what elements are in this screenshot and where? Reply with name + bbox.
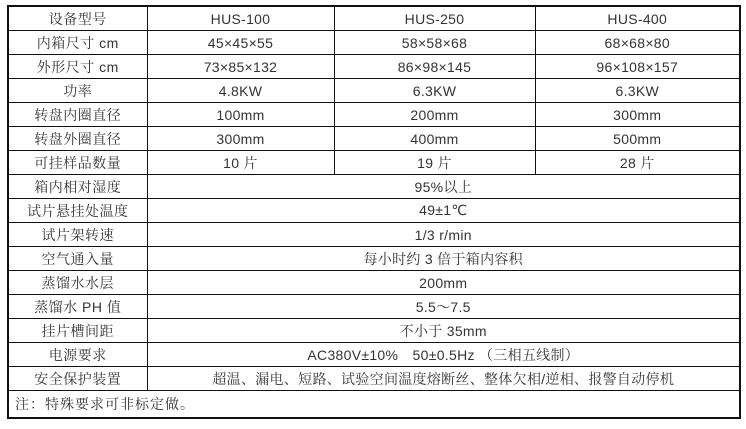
- spec-value: 6.3KW: [334, 79, 535, 103]
- spec-value: 4.8KW: [147, 79, 334, 103]
- table-row-outer-size: [8, 55, 740, 79]
- spec-merged-value: 5.5～7.5: [147, 295, 740, 319]
- spec-value: 73×85×132: [147, 55, 334, 79]
- spec-value: 500mm: [535, 127, 740, 151]
- table-row-sample-count: [8, 151, 740, 175]
- spec-value: 100mm: [147, 103, 334, 127]
- spec-label: 试片悬挂处温度: [8, 199, 147, 223]
- spec-label: 蒸馏水水层: [8, 271, 147, 295]
- spec-merged-value: 每小时约 3 倍于箱内容积: [147, 247, 740, 271]
- spec-value: HUS-400: [535, 6, 740, 31]
- spec-merged-value: 95%以上: [147, 175, 740, 199]
- table-row-rotation-speed: [8, 223, 740, 247]
- spec-merged-value: 超温、漏电、短路、试验空间温度熔断丝、整体欠相/逆相、报警自动停机: [147, 367, 740, 391]
- table-row-model: [8, 6, 740, 31]
- spec-value: 400mm: [334, 127, 535, 151]
- table-row-air-intake: [8, 247, 740, 271]
- spec-label: 转盘内圈直径: [8, 103, 147, 127]
- table-row-power-supply: [8, 343, 740, 367]
- table-row-safety: [8, 367, 740, 391]
- spec-value: 200mm: [334, 103, 535, 127]
- spec-value: 300mm: [535, 103, 740, 127]
- spec-table: [7, 5, 741, 419]
- table-row-inner-size: [8, 31, 740, 55]
- spec-label: 电源要求: [8, 343, 147, 367]
- spec-value: 28 片: [535, 151, 740, 175]
- spec-label: 功率: [8, 79, 147, 103]
- spec-value: 96×108×157: [535, 55, 740, 79]
- spec-value: 10 片: [147, 151, 334, 175]
- spec-merged-value: 1/3 r/min: [147, 223, 740, 247]
- table-row-inner-ring: [8, 103, 740, 127]
- spec-merged-value: AC380V±10% 50±0.5Hz （三相五线制）: [147, 343, 740, 367]
- spec-value: 86×98×145: [334, 55, 535, 79]
- spec-value: 300mm: [147, 127, 334, 151]
- spec-sheet: [7, 5, 739, 419]
- note-cell: 注：特殊要求可非标定做。: [8, 391, 740, 419]
- table-row-outer-ring: [8, 127, 740, 151]
- spec-value: 6.3KW: [535, 79, 740, 103]
- spec-label: 内箱尺寸 cm: [8, 31, 147, 55]
- spec-label: 空气通入量: [8, 247, 147, 271]
- spec-label: 挂片槽间距: [8, 319, 147, 343]
- spec-value: 19 片: [334, 151, 535, 175]
- spec-label: 蒸馏水 PH 值: [8, 295, 147, 319]
- table-row-slot-spacing: [8, 319, 740, 343]
- spec-label: 安全保护装置: [8, 367, 147, 391]
- spec-value: 58×58×68: [334, 31, 535, 55]
- table-row-ph: [8, 295, 740, 319]
- table-row-humidity: [8, 175, 740, 199]
- spec-value: HUS-250: [334, 6, 535, 31]
- table-row-hang-temp: [8, 199, 740, 223]
- spec-merged-value: 不小于 35mm: [147, 319, 740, 343]
- spec-value: HUS-100: [147, 6, 334, 31]
- spec-value: 68×68×80: [535, 31, 740, 55]
- spec-label: 箱内相对湿度: [8, 175, 147, 199]
- table-row-water-layer: [8, 271, 740, 295]
- spec-value: 45×45×55: [147, 31, 334, 55]
- spec-label: 转盘外圈直径: [8, 127, 147, 151]
- table-row-note: [8, 391, 740, 419]
- spec-label: 外形尺寸 cm: [8, 55, 147, 79]
- spec-label: 试片架转速: [8, 223, 147, 247]
- table-row-power: [8, 79, 740, 103]
- spec-label: 设备型号: [8, 6, 147, 31]
- spec-merged-value: 49±1℃: [147, 199, 740, 223]
- spec-label: 可挂样品数量: [8, 151, 147, 175]
- spec-merged-value: 200mm: [147, 271, 740, 295]
